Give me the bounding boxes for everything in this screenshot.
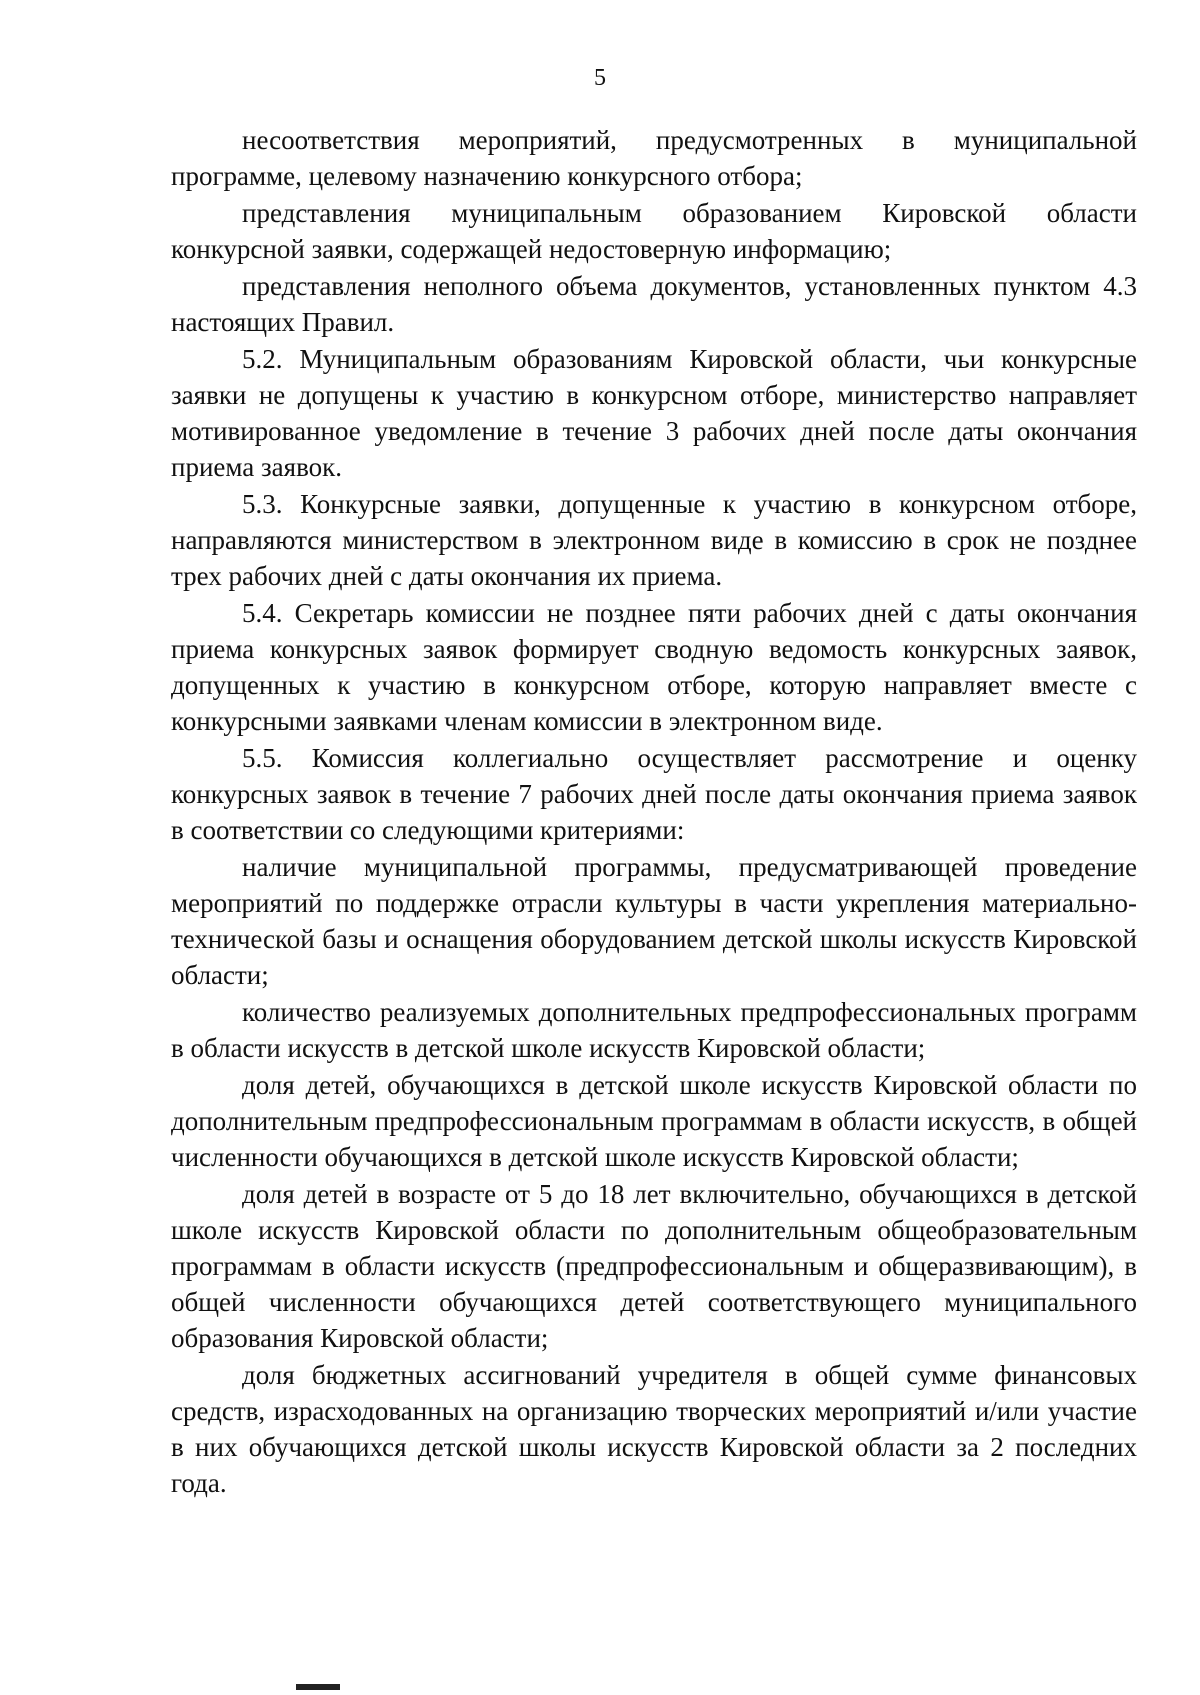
scan-artifact-mark <box>296 1684 340 1690</box>
criterion-municipal-program: наличие муниципальной программы, предусматривающей проведение мероприятий по поддержке отрасли культуры в части укрепления материально-технической базы и оснащения оборудованием детской школы искусств Кировской области; <box>171 852 1137 990</box>
page-number: 5 <box>594 65 606 91</box>
paragraph-5-2: 5.2. Муниципальным образованиям Кировской области, чьи конкурсные заявки не допущены к участию в конкурсном отборе, министерство направляет мотивированное уведомление в течение 3 рабочих дней после даты окончания приема заявок. <box>171 344 1137 482</box>
criterion-age-share: доля детей в возрасте от 5 до 18 лет включительно, обучающихся в детской школе искусств Кировской области по дополнительным общеобразовательным программам в области искусств (предпрофессиональным и общеразвивающим), в общей численности обучающихся детей соответствующего муниципального образования Кировской области; <box>171 1179 1137 1353</box>
paragraph-mismatch-criteria: несоответствия мероприятий, предусмотренных в муниципальной программе, целевому назначению конкурсного отбора; <box>171 125 1137 191</box>
paragraph-5-5: 5.5. Комиссия коллегиально осуществляет рассмотрение и оценку конкурсных заявок в течение 7 рабочих дней после даты окончания приема заявок в соответствии со следующими критериями: <box>171 743 1137 845</box>
paragraph-5-4: 5.4. Секретарь комиссии не позднее пяти рабочих дней с даты окончания приема конкурсных заявок формирует сводную ведомость конкурсных заявок, допущенных к участию в конкурсном отборе, которую направляет вместе с конкурсными заявками членам комиссии в электронном виде. <box>171 598 1137 736</box>
paragraph-incomplete-documents: представления неполного объема документов, установленных пунктом 4.3 настоящих Правил. <box>171 271 1137 337</box>
criterion-program-count: количество реализуемых дополнительных предпрофессиональных программ в области искусств в детской школе искусств Кировской области; <box>171 997 1137 1063</box>
criterion-preprofessional-share: доля детей, обучающихся в детской школе искусств Кировской области по дополнительным предпрофессиональным программам в области искусств, в общей численности обучающихся в детской школе искусств Кировской области; <box>171 1070 1137 1172</box>
document-body <box>171 122 1137 1502</box>
paragraph-unreliable-info: представления муниципальным образованием Кировской области конкурсной заявки, содержащей недостоверную информацию; <box>171 198 1137 264</box>
paragraph-5-3: 5.3. Конкурсные заявки, допущенные к участию в конкурсном отборе, направляются министерством в электронном виде в комиссию в срок не позднее трех рабочих дней с даты окончания их приема. <box>171 489 1137 591</box>
criterion-budget-share: доля бюджетных ассигнований учредителя в общей сумме финансовых средств, израсходованных на организацию творческих мероприятий и/или участие в них обучающихся детской школы искусств Кировской области за 2 последних года. <box>171 1360 1137 1498</box>
